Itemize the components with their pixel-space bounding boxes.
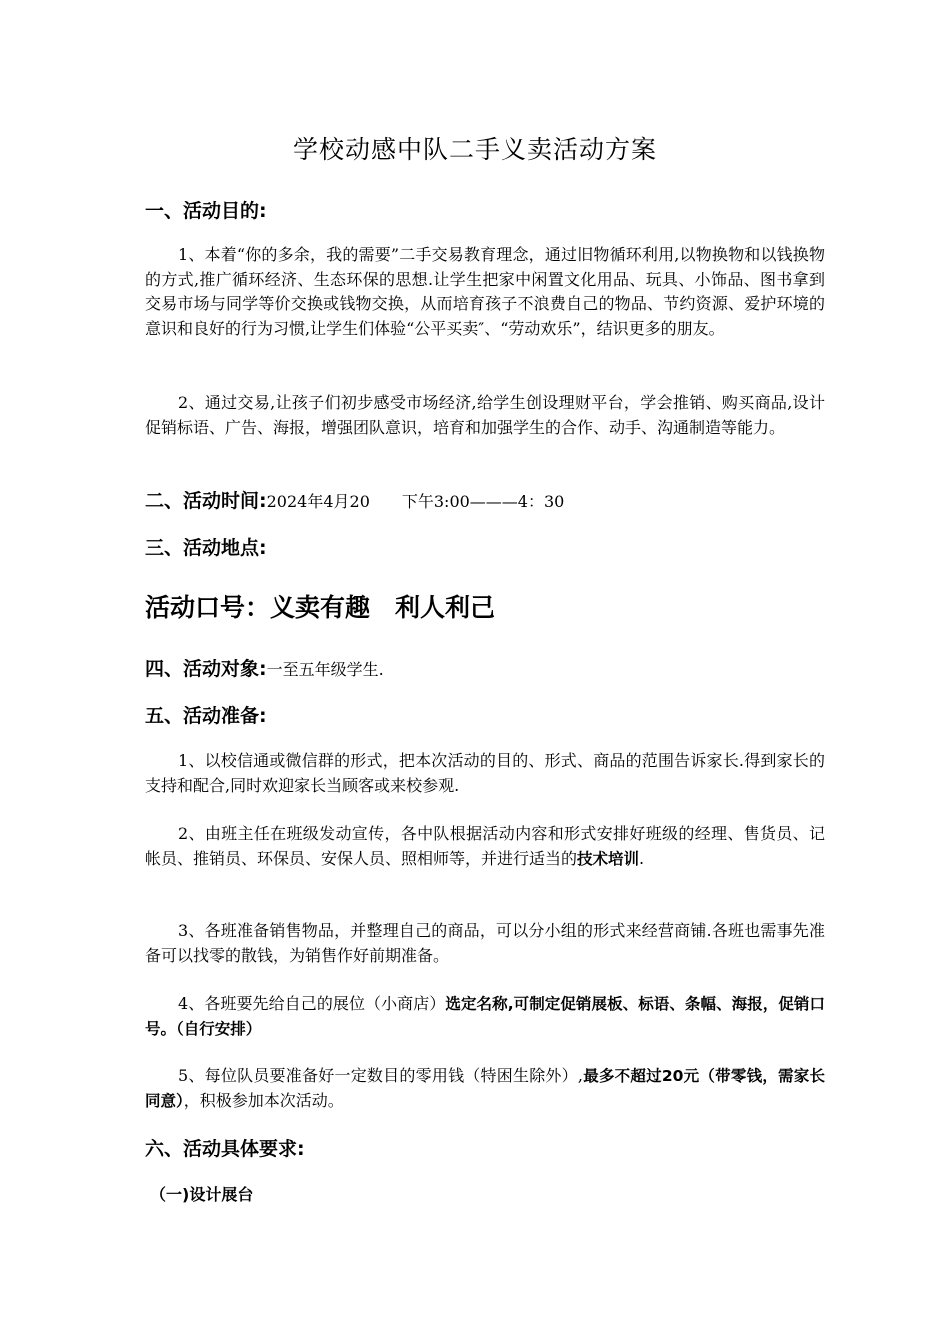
paragraph-preparation-4 bbox=[145, 992, 825, 1041]
paragraph-preparation-2 bbox=[145, 822, 825, 871]
paragraph-preparation-1: 1、以校信通或微信群的形式，把本次活动的目的、形式、商品的范围告诉家长.得到家长的支持和配合,同时欢迎家长当顾客或来校参观. bbox=[145, 751, 825, 795]
participants-value: 一至五年级学生. bbox=[266, 660, 384, 679]
preparation-4-emphasis: 选定名称,可制定促销展板、标语、条幅、海报，促销口号。（自行安排） bbox=[145, 995, 826, 1038]
paragraph-preparation-5 bbox=[145, 1064, 825, 1113]
paragraph-purpose-1: 1、本着“你的多余，我的需要”二手交易教育理念，通过旧物循环利用,以物换物和以钱换物的方式,推广循环经济、生态环保的思想.让学生把家中闲置文化用品、玩具、小饰品、图书拿到交易市场与同学等价交换或钱物交换，从而培育孩子不浪费自己的物品、节约资源、爱护环境的意识和良好的行为习惯,让学生们体验“公平买卖″、“劳动欢乐”，结识更多的朋友。 bbox=[145, 245, 825, 338]
time-label: 二、活动时间: bbox=[145, 490, 267, 512]
activity-slogan: 活动口号：义卖有趣 利人利己 bbox=[145, 593, 496, 622]
preparation-5-text: 5、每位队员要准备好一定数目的零用钱（特困生除外）, bbox=[178, 1066, 583, 1085]
preparation-5-emphasis: 最多不超过20元（带零钱，需家长同意） bbox=[145, 1067, 825, 1110]
paragraph-purpose-2: 2、通过交易,让孩子们初步感受市场经济,给学生创设理财平台，学会推销、购买商品,设计促销标语、广告、海报，增强团队意识，培育和加强学生的合作、动手、沟通制造等能力。 bbox=[145, 393, 825, 437]
preparation-4-text: 4、各班要先给自己的展位（小商店） bbox=[178, 994, 446, 1013]
section-heading-purpose: 一、活动目的: bbox=[145, 200, 267, 222]
section-heading-location: 三、活动地点: bbox=[145, 537, 267, 559]
time-value: 2024年4月20 下午3:00———4：30 bbox=[266, 492, 565, 511]
preparation-2-text: 2、由班主任在班级发动宣传，各中队根据活动内容和形式安排好班级的经理、售货员、记帐员、推销员、环保员、安保人员、照相师等，并进行适当的 bbox=[145, 824, 825, 868]
section-heading-preparation: 五、活动准备: bbox=[145, 705, 267, 727]
section-heading-time bbox=[145, 487, 564, 516]
paragraph-preparation-3: 3、各班准备销售物品，并整理自己的商品，可以分小组的形式来经营商铺.各班也需事先准备可以找零的散钱，为销售作好前期准备。 bbox=[145, 921, 825, 965]
subheading-booth-design: （一)设计展台 bbox=[150, 1185, 254, 1204]
participants-label: 四、活动对象: bbox=[145, 658, 267, 680]
section-heading-requirements: 六、活动具体要求: bbox=[145, 1138, 305, 1160]
document-title: 学校动感中队二手义卖活动方案 bbox=[292, 135, 657, 164]
preparation-2-emphasis: 技术培训 bbox=[577, 849, 640, 868]
section-heading-participants bbox=[145, 655, 384, 684]
preparation-2-end: . bbox=[639, 848, 645, 868]
preparation-5-end: ，积极参加本次活动。 bbox=[183, 1090, 344, 1110]
